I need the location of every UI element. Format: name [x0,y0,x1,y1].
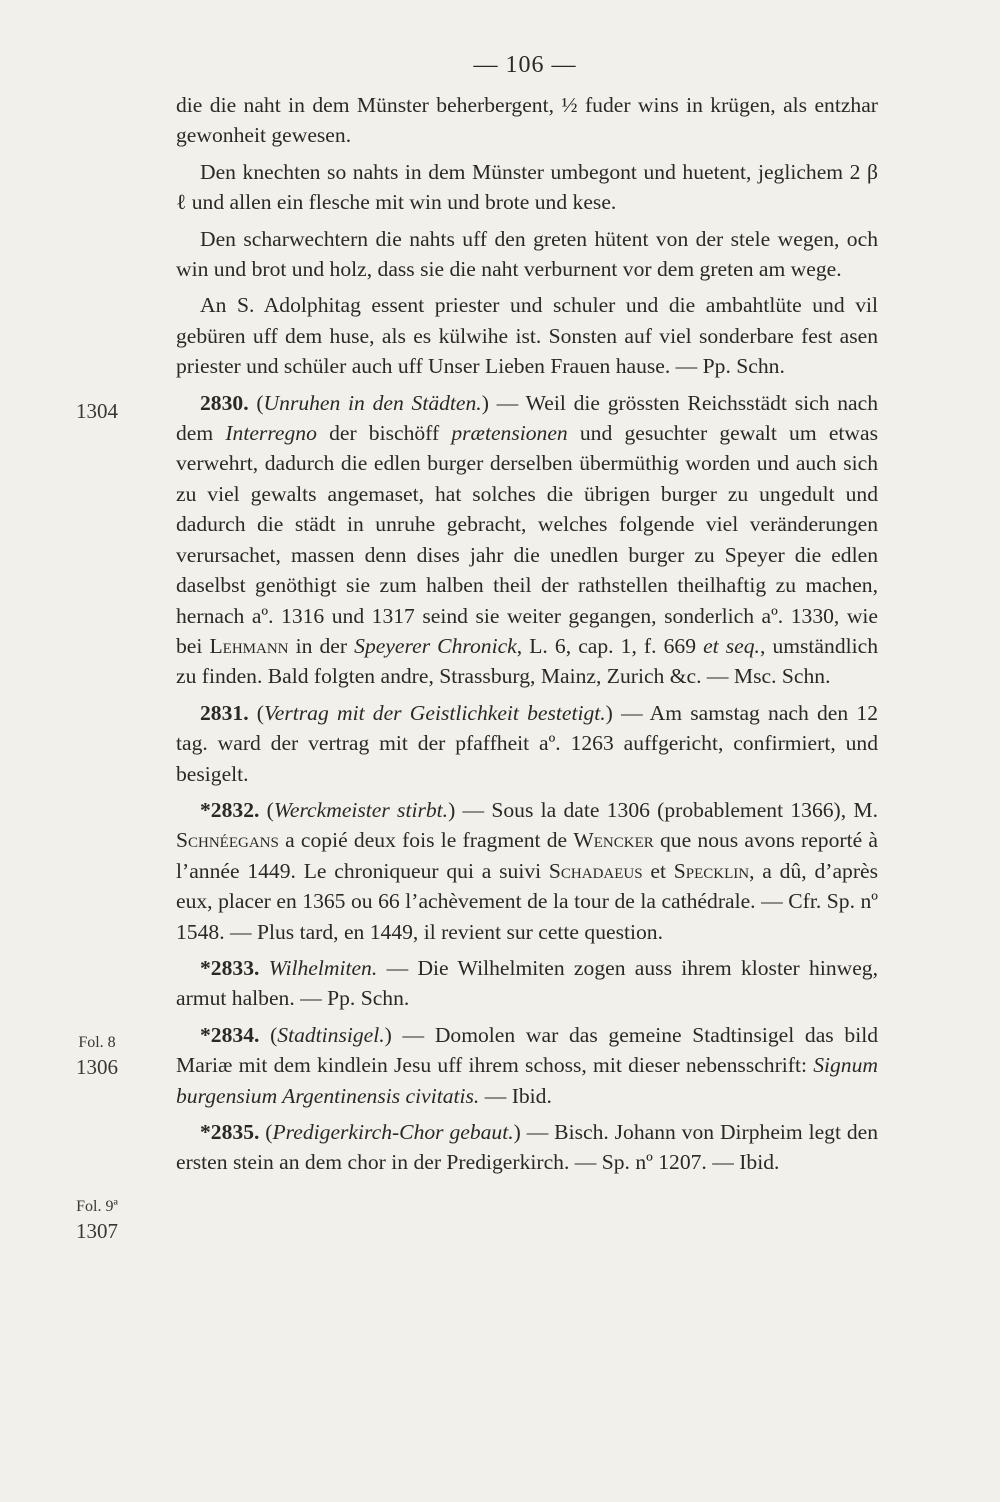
main-text [176,90,878,1184]
entry-title: Werckmeister stirbt. [273,797,449,822]
entry-title: Stadtinsigel. [277,1022,385,1047]
entry-italic-term: Interregno [225,421,317,446]
author-name: Schnéegans [176,828,279,853]
entry-text: ) — Sous la date 1306 (probablement 1366), M. [448,797,879,822]
entry-text: — Die Wilhelmiten zogen auss ihrem kloster hinweg, armut halben. — Pp. Schn. [176,955,878,1011]
author-name: Schadaeus [548,858,643,883]
author-name: Lehmann [209,633,289,658]
entry-text: que nous avons reporté à l’année 1449. Le chroniqueur qui a suivi [176,828,878,883]
margin-note-fol-9a [56,1196,138,1244]
entry-text: ) — Weil die grössten Reichsstädt sich nach dem [176,390,879,446]
entry-text: a copié deux fois le fragment de [278,828,574,853]
entry-italic-term: prætensionen [451,421,568,446]
entry-number: *2833. [200,955,260,980]
entry-number: *2834. [200,1022,260,1047]
entry-text: ) — Am samstag nach den 12 tag. ward der vertrag mit der pfaffheit aº. 1263 auffgericht, confirmiert, und besigelt. [176,700,878,786]
margin-note-fol-8 [56,1032,138,1080]
entry-number: 2831. [200,700,249,725]
margin-folio: Fol. 9ª [76,1198,118,1215]
author-name: Specklin [673,858,750,883]
paragraph-scharwechtern: Den scharwechtern die nahts uff den greten hütent von der stele wegen, och win und brot und holz, dass sie die naht verburnent vor dem greten am wege. [176,226,878,282]
entry-italic-term: Signum burgensium Argentinensis civitatis. [176,1053,878,1108]
margin-folio: Fol. 8 [78,1034,116,1051]
entry-text: und gesuchter gewalt um etwas verwehrt, dadurch die edlen burger derselben übermüthig worden und auch sich zu viel gewalts angemaset, hat solches die übrigen burger zu ungedult und dadurch die städt in unruhe gebracht, welches folgende viel veränderungen verursachet, massen denn dises jahr die unedlen burger zu Speyer die edlen daselbst genöthigt sie zum halben theil der rathstellen theilhaftig zu machen, hernach aº. 1316 und 1317 seind sie weiter gegangen, sonderlich aº. 1330, wie bei [176,421,878,658]
entry-text [259,956,268,980]
page-number: — 106 — [473,52,577,78]
entry-text: ( [259,1120,273,1144]
entry-italic-term: Speyerer Chronick [354,633,517,658]
entry-number: *2835. [200,1120,260,1144]
entry-2833 [176,953,878,1014]
entry-text: , umständlich zu finden. Bald folgten andre, Strassburg, Mainz, Zurich &c. — Msc. Schn. [176,633,878,689]
margin-year: 1306 [76,1055,118,1079]
margin-year: 1304 [76,399,118,423]
entry-text: , L. 6, cap. 1, f. 669 [516,633,704,658]
entry-title: Wilhelmiten. [268,955,378,980]
paragraph-adolphitag: An S. Adolphitag essent priester und schuler und die ambahtlüte und vil gebüren uff dem huse, als es külwihe ist. Sonsten auf viel sonderbare fest asen priester und schüler auch uff Unser Lieben Frauen hause. — Pp. Schn. [176,293,878,379]
margin-year: 1307 [76,1219,118,1243]
entry-number: 2830. [200,390,249,415]
entry-title: Predigerkirch-Chor gebaut. [272,1120,514,1144]
entry-text: ) — Bisch. Johann von Dirpheim legt den ersten stein an dem chor in der Predigerkirch. — Sp. nº 1207. — Ibid. [176,1120,879,1175]
entry-2834 [176,1020,878,1111]
entry-text: der bischöff [316,421,452,446]
entry-text: ( [256,390,264,415]
entry-text: et [642,858,674,883]
entry-text: ( [248,700,264,725]
entry-text: in der [288,633,355,658]
paragraph-continuation: die die naht in dem Münster beherbergent, ½ fuder wins in krügen, als entzhar gewonheit gewesen. [176,93,878,148]
entry-number: *2832. [200,797,260,822]
author-name: Wencker [573,828,654,853]
entry-2832 [176,795,878,947]
entry-2831 [176,698,878,789]
entry-title: Vertrag mit der Geistlichkeit bestetigt. [264,700,606,725]
entry-text: — Ibid. [479,1083,552,1108]
entry-text: , a dû, d’après eux, placer en 1365 ou 66 l’achèvement de la tour de la cathédrale. — Cfr. Sp. nº 1548. — Plus tard, en 1449, il revient sur cette question. [176,858,879,944]
paragraph-knechten: Den knechten so nahts in dem Münster umbegont und huetent, jeglichem 2 β ℓ und allen ein flesche mit win und brote und kese. [176,159,878,215]
entry-text: ) — Domolen war das gemeine Stadtinsigel das bild Mariæ mit dem kindlein Jesu uff ihrem schoss, mit dieser nebensschrift: [176,1022,878,1078]
entry-2835 [176,1117,878,1178]
entry-text: ( [259,797,274,822]
entry-italic-term: et seq. [703,633,760,658]
entry-2830 [176,388,878,692]
entry-text: ( [259,1022,278,1047]
entry-title: Unruhen in den Städten. [263,390,482,415]
margin-note-1304 [56,398,138,424]
